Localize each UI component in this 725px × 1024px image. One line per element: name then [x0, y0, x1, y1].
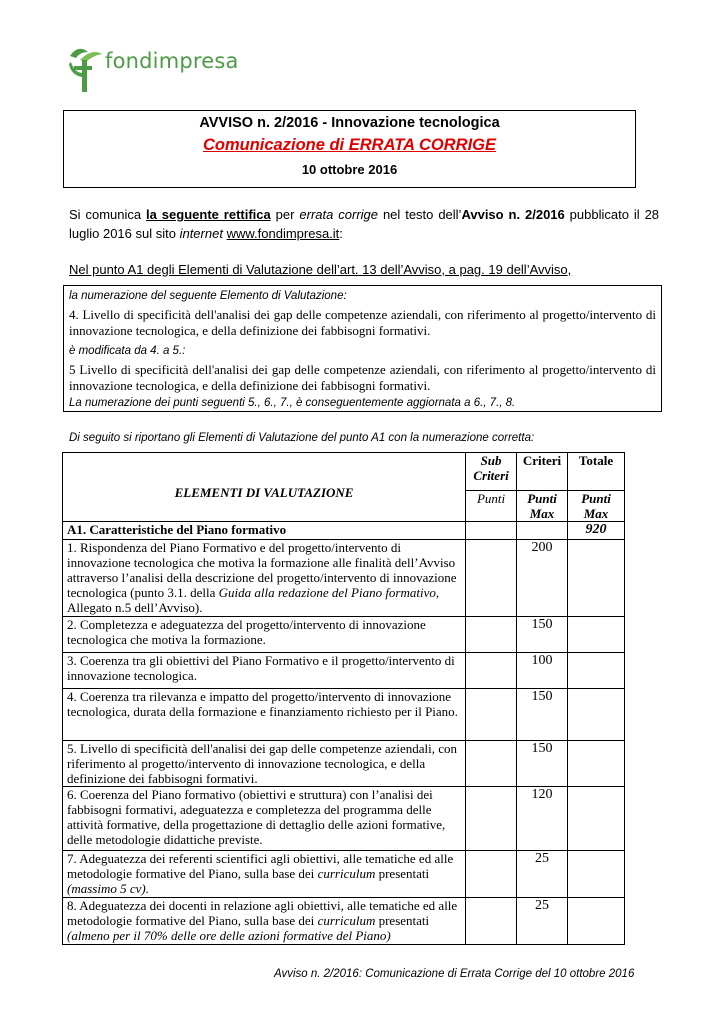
empty-cell [466, 689, 517, 741]
table-row [63, 617, 625, 653]
table-row [63, 540, 625, 617]
evaluation-table [62, 452, 625, 945]
empty-cell [466, 540, 517, 617]
empty-cell [466, 617, 517, 653]
renumber-note: La numerazione dei punti seguenti 5., 6., 7., è conseguentemente aggiornata a 6., 7., 8. [69, 397, 516, 409]
notice-header-box [63, 110, 636, 188]
logo-text: fondimpresa [105, 49, 239, 73]
empty-cell [466, 851, 517, 898]
notice-date: 10 ottobre 2016 [301, 162, 398, 177]
empty-cell [568, 540, 625, 617]
unit-criteri: Punti Max [517, 491, 568, 522]
page-footer: Avviso n. 2/2016: Comunicazione di Errata Corrige del 10 ottobre 2016 [274, 968, 635, 980]
table-row [63, 741, 625, 787]
criterion-points: 150 [517, 617, 568, 653]
criterion-points: 25 [517, 898, 568, 945]
criterion-part: (massimo 5 cv). [67, 881, 149, 896]
new-label: è modificata da 4. a 5.: [69, 345, 186, 357]
criterion-points: 150 [517, 741, 568, 787]
criterion-part: curriculum [317, 866, 376, 881]
empty-cell [568, 617, 625, 653]
errata-box [63, 285, 662, 412]
criterion-points: 25 [517, 851, 568, 898]
table-row [63, 653, 625, 689]
rettifica-text: la seguente rettifica [146, 207, 271, 222]
reference-line: Nel punto A1 degli Elementi di Valutazione dell’art. 13 dell’Avviso, a pag. 19 dell’Avviso, [69, 262, 572, 277]
header-criteri: Criteri [517, 453, 568, 491]
intro-text: nel testo dell’ [378, 207, 462, 222]
empty-cell [568, 653, 625, 689]
criterion-text: 2. Completezza e adeguatezza del progetto/intervento di innovazione tecnologica che motiva la formazione. [63, 617, 466, 653]
intro-text: pubblicato il 28 luglio 2016 sul sito [69, 207, 660, 241]
section-title: A1. Caratteristiche del Piano formativo [63, 522, 466, 540]
intro-paragraph [69, 206, 659, 243]
intro-text: per [270, 207, 300, 222]
notice-subtitle: Comunicazione di ERRATA CORRIGE [202, 136, 497, 154]
table-row [63, 898, 625, 945]
empty-cell [466, 741, 517, 787]
criterion-part: 8. Adeguatezza dei docenti in relazione agli obiettivi, alle tematiche ed alle metodologie formative del Piano, sulla base dei [67, 898, 458, 928]
criterion-part: Guida alla redazione del Piano formativo, [218, 585, 440, 600]
criterion-part: 1. Rispondenza del Piano Formativo e del progetto/intervento di innovazione tecnologica che motiva la formazione alle finalità dell’Avviso attraverso l’analisi della descrizione del progetto/intervento di innovazione tecnologica (punto 3.1. della [67, 540, 457, 600]
criterion-text: 4. Coerenza tra rilevanza e impatto del progetto/intervento di innovazione tecnologica, durata della formazione e finanziamento richiesto per il Piano. [63, 689, 466, 741]
criterion-text [63, 898, 466, 945]
criterion-part: curriculum [317, 913, 376, 928]
criterion-text: 3. Coerenza tra gli obiettivi del Piano Formativo e il progetto/intervento di innovazione tecnologica. [63, 653, 466, 689]
criterion-part: presentati [375, 913, 430, 928]
internet-text: internet [179, 225, 223, 241]
fondimpresa-logo [66, 40, 239, 95]
header-elementi: ELEMENTI DI VALUTAZIONE [63, 453, 466, 522]
criterion-points: 120 [517, 787, 568, 851]
notice-title: AVVISO n. 2/2016 - Innovazione tecnologica [199, 115, 500, 131]
errata-text: errata corrige [299, 207, 379, 222]
criterion-points: 200 [517, 540, 568, 617]
criterion-part: (almeno per il 70% delle ore delle azioni formative del Piano) [67, 928, 391, 943]
criterion-text: 5. Livello di specificità dell'analisi dei gap delle competenze aziendali, con riferimento al progetto/intervento di innovazione tecnologica, e della definizione dei fabbisogni formativi. [63, 741, 466, 787]
lead-text: Di seguito si riportano gli Elementi di Valutazione del punto A1 con la numerazione corretta: [69, 432, 535, 444]
table-row [63, 689, 625, 741]
new-element-text: 5 Livello di specificità dell'analisi dei gap delle competenze aziendali, con riferimento al progetto/intervento di innovazione tecnologica, e della definizione dei fabbisogni formativi. [69, 362, 656, 393]
criterion-part: presentati [375, 866, 430, 881]
empty-cell [466, 898, 517, 945]
empty-cell [568, 851, 625, 898]
criterion-text [63, 540, 466, 617]
empty-cell [466, 787, 517, 851]
logo-mark-icon [66, 40, 106, 95]
criterion-text: 6. Coerenza del Piano formativo (obiettivi e struttura) con l’analisi dei fabbisogni formativi, adeguatezza e completezza del programma delle attività formative, della progettazione di dettaglio delle azioni formative, delle metodologie didattiche previste. [63, 787, 466, 851]
empty-cell [568, 898, 625, 945]
old-label: la numerazione del seguente Elemento di Valutazione: [69, 290, 347, 302]
unit-totale: Punti Max [568, 491, 625, 522]
site-link[interactable]: www.fondimpresa.it [226, 225, 340, 241]
criterion-part: Allegato n.5 dell’Avviso). [67, 600, 203, 615]
criterion-points: 150 [517, 689, 568, 741]
empty-cell [568, 787, 625, 851]
unit-sub: Punti [466, 491, 517, 522]
empty-cell [568, 689, 625, 741]
section-total: 920 [568, 522, 625, 540]
empty-cell [466, 653, 517, 689]
criterion-points: 100 [517, 653, 568, 689]
old-element-text: 4. Livello di specificità dell'analisi dei gap delle competenze aziendali, con riferimento al progetto/intervento di innovazione tecnologica, e della definizione dei fabbisogni formativi. [69, 307, 656, 338]
empty-cell [568, 741, 625, 787]
intro-text: Si comunica [69, 207, 147, 222]
table-row [63, 787, 625, 851]
empty-cell [517, 522, 568, 540]
section-row [63, 522, 625, 540]
criterion-text [63, 851, 466, 898]
criterion-part: 7. Adeguatezza dei referenti scientifici agli obiettivi, alle tematiche ed alle metodologie formative del Piano, sulla base dei [67, 851, 454, 881]
table-row [63, 851, 625, 898]
intro-text: : [339, 225, 343, 241]
empty-cell [466, 522, 517, 540]
header-sub-criteri: Sub Criteri [466, 453, 517, 491]
header-totale: Totale [568, 453, 625, 491]
avviso-ref: Avviso n. 2/2016 [461, 207, 565, 222]
